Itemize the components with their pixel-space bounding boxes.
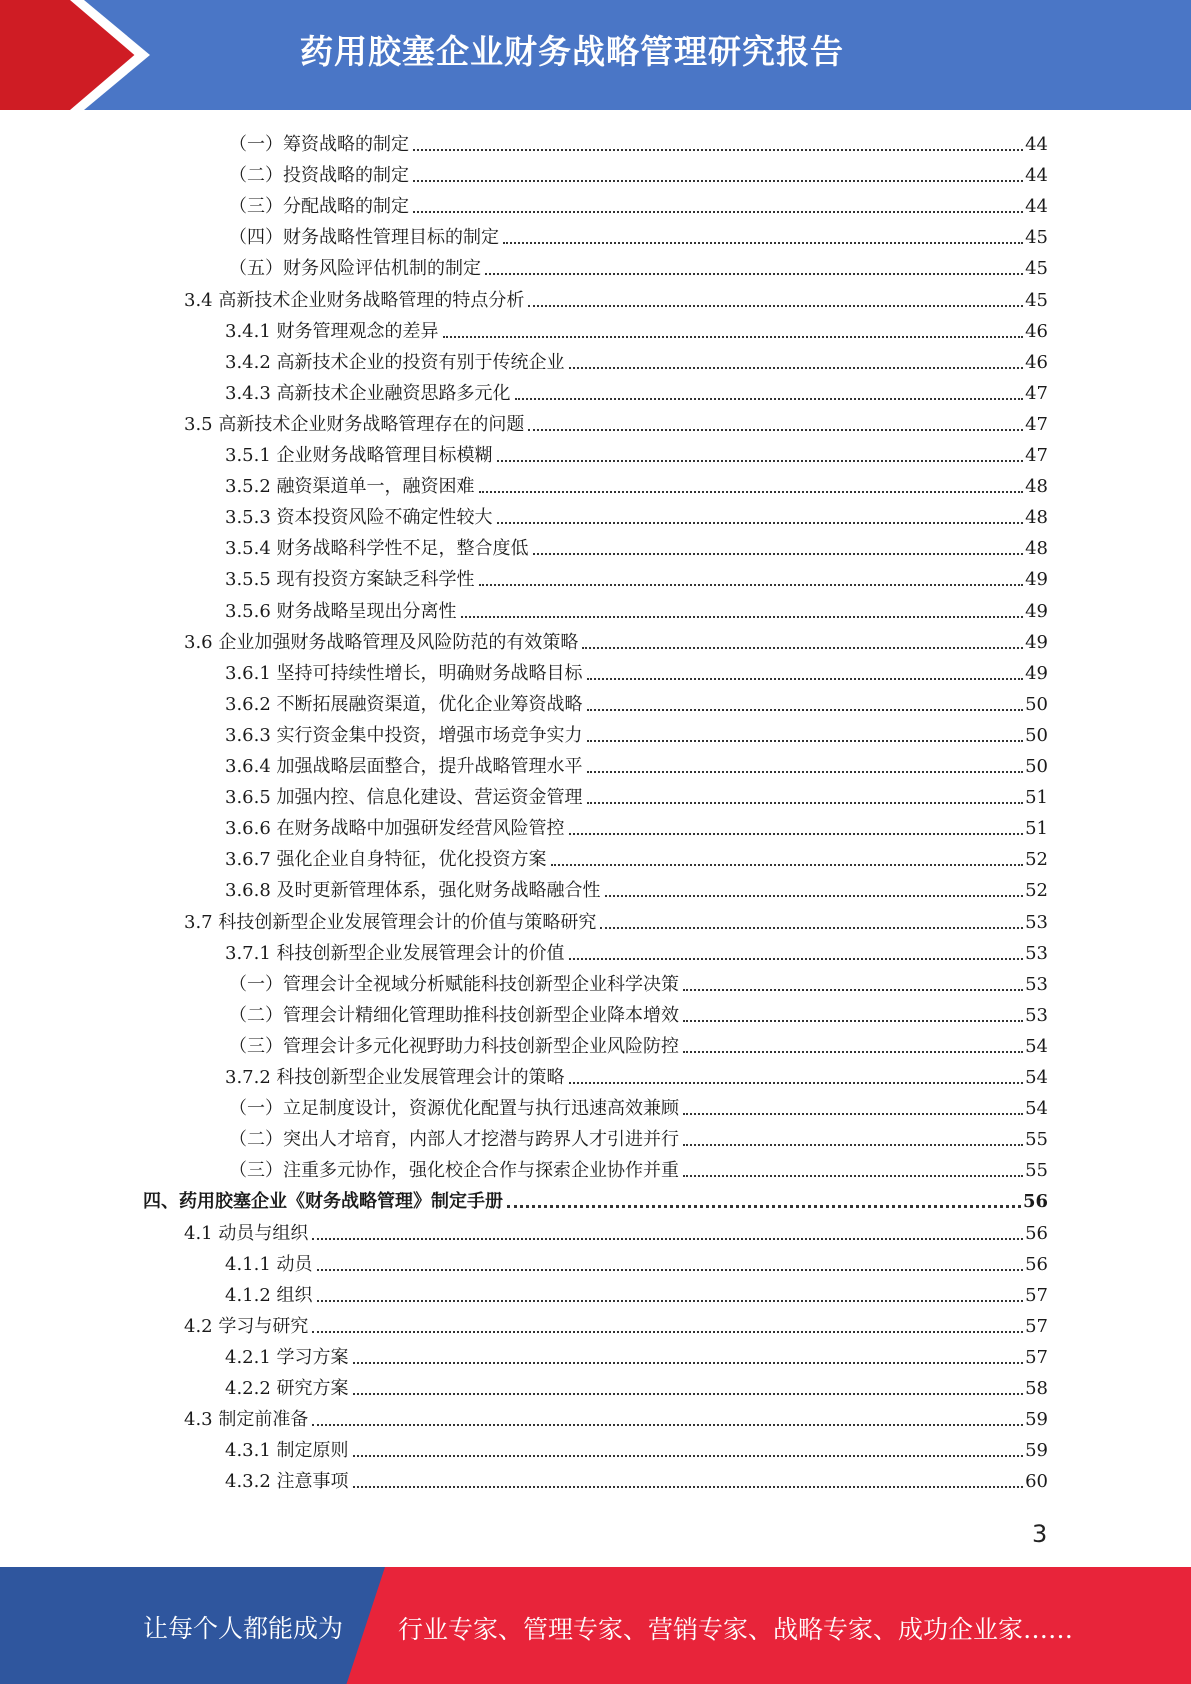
toc-entry-page: 54 [1025, 1067, 1048, 1088]
toc-entry-title: 3.4 高新技术企业财务战略管理的特点分析 [184, 289, 525, 311]
toc-entry[interactable] [184, 1214, 1048, 1245]
toc-entry-page: 55 [1025, 1160, 1048, 1182]
toc-entry[interactable] [225, 560, 1048, 591]
toc-entry-page: 50 [1025, 724, 1048, 746]
toc-entry[interactable] [229, 187, 1048, 218]
toc-entry-page: 45 [1025, 227, 1048, 249]
toc-entry-title: 3.5.5 现有投资方案缺乏科学性 [225, 569, 475, 591]
toc-entry-page: 49 [1025, 569, 1048, 591]
toc-entry[interactable] [225, 1338, 1048, 1369]
footer-banner [0, 1567, 1191, 1684]
toc-entry[interactable] [229, 156, 1048, 187]
toc-dot-leader [413, 180, 1023, 182]
toc-entry-title: 4.2.1 学习方案 [225, 1346, 349, 1368]
toc-dot-leader [353, 1486, 1024, 1488]
toc-entry-page: 56 [1025, 1253, 1048, 1275]
toc-entry[interactable] [229, 249, 1048, 280]
toc-entry[interactable] [225, 343, 1048, 374]
toc-dot-leader [317, 1300, 1024, 1302]
toc-entry[interactable] [229, 996, 1048, 1027]
toc-entry-title: 4.1.2 组织 [225, 1284, 313, 1306]
toc-entry-page: 56 [1025, 1222, 1048, 1244]
toc-entry-title: （一）管理会计全视域分析赋能科技创新型企业科学决策 [229, 973, 679, 995]
toc-dot-leader [528, 305, 1023, 307]
toc-entry[interactable] [143, 1182, 1048, 1213]
toc-entry-page: 57 [1025, 1346, 1048, 1368]
toc-entry-title: 四、药用胶塞企业《财务战略管理》制定手册 [143, 1191, 503, 1213]
toc-dot-leader [353, 1362, 1024, 1364]
toc-dot-leader [587, 802, 1024, 804]
toc-entry-title: 3.5.1 企业财务战略管理目标模糊 [225, 445, 493, 466]
toc-entry-page: 46 [1025, 351, 1048, 373]
toc-dot-leader [413, 149, 1023, 151]
toc-entry[interactable] [184, 1400, 1048, 1431]
toc-entry[interactable] [225, 436, 1048, 467]
toc-dot-leader [515, 398, 1024, 400]
toc-dot-leader [413, 211, 1023, 213]
toc-entry[interactable] [184, 1307, 1048, 1338]
toc-entry-page: 51 [1025, 787, 1048, 809]
toc-entry-page: 45 [1025, 289, 1048, 311]
toc-entry-title: （一）立足制度设计，资源优化配置与执行迅速高效兼顾 [229, 1098, 679, 1120]
toc-entry-page: 48 [1025, 538, 1048, 560]
toc-entry-title: 3.6.2 不断拓展融资渠道，优化企业筹资战略 [225, 693, 583, 715]
toc-dot-leader [312, 1238, 1023, 1240]
toc-entry[interactable] [229, 1089, 1048, 1120]
toc-entry-title: （二）管理会计精细化管理助推科技创新型企业降本增效 [229, 1004, 679, 1026]
toc-entry-page: 53 [1025, 1004, 1048, 1026]
toc-dot-leader [683, 1175, 1023, 1177]
toc-entry[interactable] [184, 623, 1048, 654]
toc-entry-page: 48 [1025, 476, 1048, 498]
toc-entry-page: 52 [1025, 880, 1048, 902]
toc-entry[interactable] [225, 498, 1048, 529]
toc-dot-leader [312, 1424, 1023, 1426]
toc-dot-leader [317, 1269, 1024, 1271]
toc-entry-title: 3.6.4 加强战略层面整合，提升战略管理水平 [225, 756, 583, 777]
toc-dot-leader [479, 491, 1024, 493]
toc-entry-title: 4.1 动员与组织 [184, 1222, 309, 1244]
toc-entry-page: 52 [1025, 849, 1048, 871]
toc-dot-leader [587, 709, 1024, 711]
toc-entry-title: 3.5.3 资本投资风险不确定性较大 [225, 507, 493, 529]
toc-entry[interactable] [229, 1027, 1048, 1058]
toc-dot-leader [569, 833, 1024, 835]
toc-entry[interactable] [225, 840, 1048, 871]
toc-entry-page: 58 [1025, 1378, 1048, 1399]
toc-entry-title: 3.5.6 财务战略呈现出分离性 [225, 600, 457, 622]
toc-entry-title: 3.4.1 财务管理观念的差异 [225, 320, 439, 342]
report-title: 药用胶塞企业财务战略管理研究报告 [300, 32, 844, 71]
toc-entry-page: 45 [1025, 258, 1048, 280]
toc-entry-title: 3.5.4 财务战略科学性不足，整合度低 [225, 538, 529, 560]
toc-entry-title: （三）注重多元协作，强化校企合作与探索企业协作并重 [229, 1160, 679, 1182]
toc-entry-page: 44 [1025, 134, 1048, 155]
toc-entry[interactable] [225, 1276, 1048, 1307]
toc-entry[interactable] [225, 529, 1048, 560]
toc-entry-title: 3.4.3 高新技术企业融资思路多元化 [225, 382, 511, 404]
toc-entry-title: （二）投资战略的制定 [229, 165, 409, 187]
toc-entry-title: 3.6.1 坚持可持续性增长，明确财务战略目标 [225, 662, 583, 684]
toc-dot-leader [443, 336, 1024, 338]
toc-dot-leader [683, 1113, 1023, 1115]
toc-entry-title: （四）财务战略性管理目标的制定 [229, 227, 499, 249]
footer-slogan-right: 行业专家、管理专家、营销专家、战略专家、成功企业家…… [398, 1615, 1074, 1644]
toc-entry-title: 3.5 高新技术企业财务战略管理存在的问题 [184, 413, 525, 435]
toc-dot-leader [533, 553, 1024, 555]
toc-dot-leader [569, 367, 1024, 369]
toc-entry-title: （三）分配战略的制定 [229, 196, 409, 218]
toc-entry[interactable] [225, 1058, 1048, 1089]
toc-entry-page: 56 [1022, 1191, 1048, 1213]
toc-entry[interactable] [225, 1369, 1048, 1400]
toc-entry[interactable] [225, 374, 1048, 405]
toc-entry-page: 57 [1025, 1315, 1048, 1337]
toc-entry-title: 3.7 科技创新型企业发展管理会计的价值与策略研究 [184, 911, 597, 933]
toc-entry-title: （三）管理会计多元化视野助力科技创新型企业风险防控 [229, 1035, 679, 1057]
toc-entry-page: 59 [1025, 1409, 1048, 1431]
toc-entry[interactable] [225, 1462, 1048, 1493]
toc-entry[interactable] [225, 747, 1048, 778]
toc-entry[interactable] [225, 1245, 1048, 1276]
toc-dot-leader [551, 864, 1024, 866]
toc-entry-page: 53 [1025, 942, 1048, 964]
toc-entry-page: 47 [1025, 413, 1048, 435]
toc-entry[interactable] [229, 1120, 1048, 1151]
toc-dot-leader [587, 771, 1024, 773]
toc-entry-page: 57 [1025, 1284, 1048, 1306]
toc-dot-leader [485, 273, 1023, 275]
toc-entry-title: 4.3.2 注意事项 [225, 1471, 349, 1493]
toc-entry-title: （一）筹资战略的制定 [229, 134, 409, 155]
toc-entry[interactable] [225, 1431, 1048, 1462]
toc-entry-page: 49 [1025, 662, 1048, 684]
toc-entry-title: 3.7.1 科技创新型企业发展管理会计的价值 [225, 942, 565, 964]
toc-dot-leader [461, 616, 1024, 618]
toc-entry-page: 54 [1025, 1098, 1048, 1120]
toc-entry[interactable] [229, 125, 1048, 156]
toc-dot-leader [507, 1205, 1021, 1208]
toc-dot-leader [497, 460, 1024, 462]
toc-dot-leader [683, 1144, 1023, 1146]
toc-dot-leader [479, 584, 1024, 586]
toc-entry-title: 3.4.2 高新技术企业的投资有别于传统企业 [225, 351, 565, 373]
toc-dot-leader [683, 1051, 1023, 1053]
toc-entry-page: 49 [1025, 600, 1048, 622]
toc-entry-page: 51 [1025, 818, 1048, 840]
toc-entry-title: （五）财务风险评估机制的制定 [229, 258, 481, 280]
toc-dot-leader [353, 1455, 1024, 1457]
toc-dot-leader [569, 958, 1024, 960]
toc-entry-title: 3.6.5 加强内控、信息化建设、营运资金管理 [225, 787, 583, 809]
toc-dot-leader [587, 678, 1024, 680]
toc-dot-leader [683, 1020, 1023, 1022]
toc-entry-page: 53 [1025, 973, 1048, 995]
toc-entry-page: 59 [1025, 1440, 1048, 1462]
toc-entry[interactable] [184, 405, 1048, 436]
toc-dot-leader [503, 242, 1023, 244]
toc-entry-page: 55 [1025, 1129, 1048, 1151]
toc-entry-page: 47 [1025, 445, 1048, 466]
chevron-red-decoration [0, 0, 140, 110]
toc-entry-title: 4.2 学习与研究 [184, 1315, 309, 1337]
toc-dot-leader [497, 522, 1024, 524]
toc-entry-page: 50 [1025, 756, 1048, 777]
toc-entry-title: 4.3 制定前准备 [184, 1409, 309, 1431]
toc-dot-leader [683, 989, 1023, 991]
footer-slogan-left: 让每个人都能成为 [143, 1614, 344, 1643]
toc-dot-leader [587, 740, 1024, 742]
toc-entry-page: 49 [1025, 631, 1048, 653]
toc-entry[interactable] [184, 903, 1048, 934]
toc-entry-page: 44 [1025, 196, 1048, 218]
toc-dot-leader [353, 1393, 1024, 1395]
toc-dot-leader [528, 429, 1023, 431]
toc-entry-title: 3.5.2 融资渠道单一，融资困难 [225, 476, 475, 498]
toc-dot-leader [605, 895, 1024, 897]
header-banner [0, 0, 1191, 110]
toc-entry[interactable] [225, 871, 1048, 902]
toc-dot-leader [312, 1331, 1023, 1333]
toc-dot-leader [600, 927, 1023, 929]
toc-entry-page: 53 [1025, 911, 1048, 933]
toc-entry-title: 3.6 企业加强财务战略管理及风险防范的有效策略 [184, 631, 579, 653]
toc-entry-title: 3.7.2 科技创新型企业发展管理会计的策略 [225, 1067, 565, 1088]
toc-entry[interactable] [225, 654, 1048, 685]
toc-entry[interactable] [225, 934, 1048, 965]
toc-entry-page: 47 [1025, 382, 1048, 404]
toc-entry[interactable] [225, 312, 1048, 343]
toc-entry-title: 3.6.3 实行资金集中投资，增强市场竞争实力 [225, 724, 583, 746]
toc-entry[interactable] [229, 965, 1048, 996]
toc-entry[interactable] [225, 778, 1048, 809]
toc-entry-title: 4.2.2 研究方案 [225, 1378, 349, 1399]
toc-entry-page: 48 [1025, 507, 1048, 529]
toc-entry-page: 44 [1025, 165, 1048, 187]
page-number: 3 [1032, 1520, 1048, 1548]
toc-entry[interactable] [184, 281, 1048, 312]
toc-entry[interactable] [225, 467, 1048, 498]
toc-entry[interactable] [225, 809, 1048, 840]
toc-entry-title: 3.6.8 及时更新管理体系，强化财务战略融合性 [225, 880, 601, 902]
toc-entry-page: 50 [1025, 693, 1048, 715]
toc-entry[interactable] [229, 218, 1048, 249]
toc-dot-leader [569, 1082, 1024, 1084]
toc-entry-page: 54 [1025, 1035, 1048, 1057]
toc-entry[interactable] [225, 685, 1048, 716]
toc-entry-page: 60 [1025, 1471, 1048, 1493]
toc-entry[interactable] [229, 1151, 1048, 1182]
toc-entry[interactable] [225, 592, 1048, 623]
toc-entry-title: 4.1.1 动员 [225, 1253, 313, 1275]
toc-entry-title: 3.6.7 强化企业自身特征，优化投资方案 [225, 849, 547, 871]
toc-entry[interactable] [225, 716, 1048, 747]
toc-dot-leader [582, 647, 1023, 649]
toc-entry-title: 3.6.6 在财务战略中加强研发经营风险管控 [225, 818, 565, 840]
toc-entry-title: （二）突出人才培育，内部人才挖潜与跨界人才引进并行 [229, 1129, 679, 1151]
toc-entry-title: 4.3.1 制定原则 [225, 1440, 349, 1462]
toc-entry-page: 46 [1025, 320, 1048, 342]
